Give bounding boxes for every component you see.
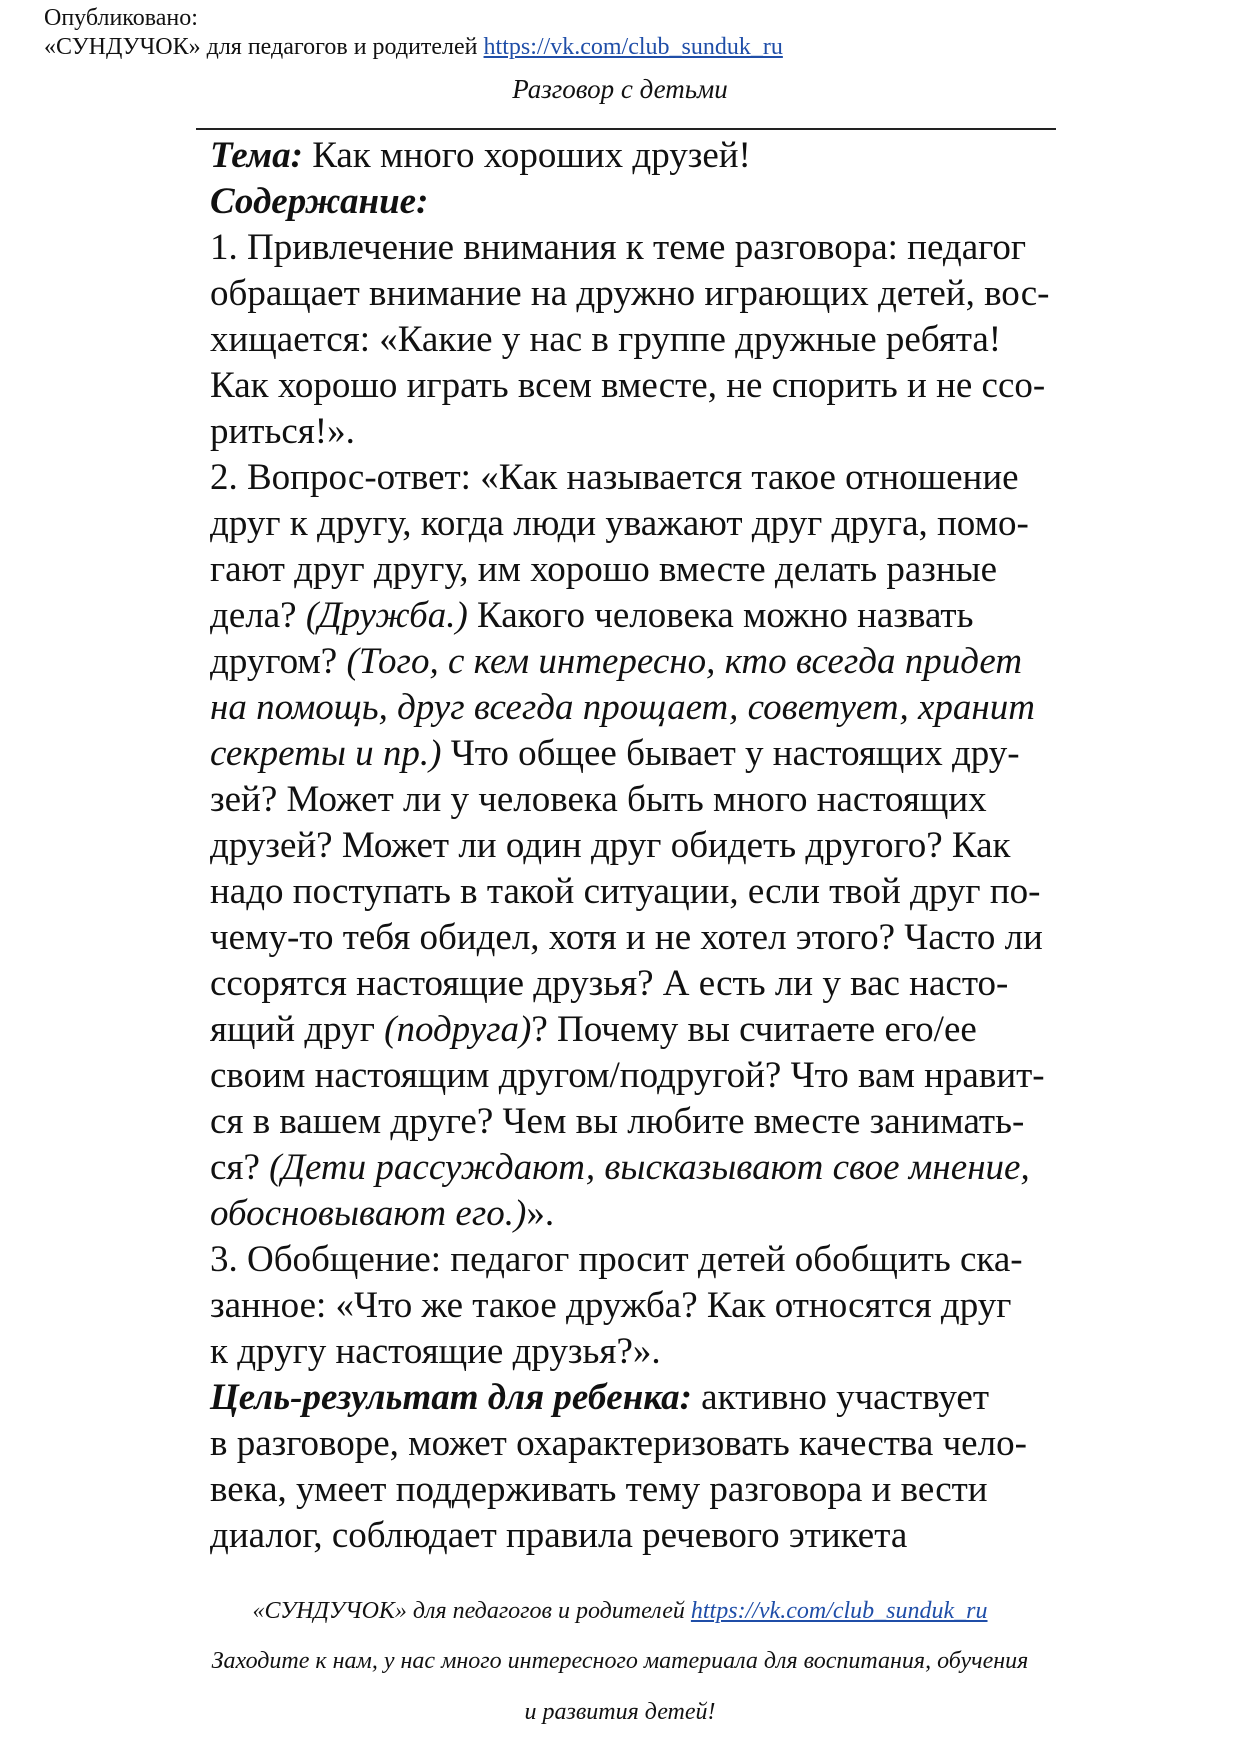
body-line	[210, 593, 1070, 639]
body-line: риться!».	[210, 411, 355, 452]
source-line	[44, 33, 783, 62]
body-italic: (Дети рассуждают, высказывают свое мнение,	[269, 1147, 1030, 1188]
body-italic: секреты и пр.)	[210, 733, 442, 774]
body-line: занное: «Что же такое дружба? Как относятся друг	[210, 1285, 1012, 1326]
body-text: Какого человека можно назвать	[477, 595, 974, 636]
body-line: друзей? Может ли один друг обидеть другого? Как	[210, 825, 1011, 866]
result-line: века, умеет поддерживать тему разговора и вести	[210, 1469, 988, 1510]
body-line: Как хорошо играть всем вместе, не спорить и не ссо-	[210, 365, 1046, 406]
body-text: ».	[526, 1193, 555, 1234]
body-line: обращает внимание на дружно играющих детей, вос-	[210, 273, 1050, 314]
body-italic: (Дружба.)	[305, 595, 468, 636]
content-label: Содержание:	[210, 181, 429, 222]
body-line: к другу настоящие друзья?».	[210, 1331, 661, 1372]
theme-label: Тема:	[210, 135, 303, 176]
body-text: дела?	[210, 595, 297, 636]
body-text: ящий друг	[210, 1009, 375, 1050]
source-text: «СУНДУЧОК» для педагогов и родителей	[44, 34, 478, 60]
body-line	[210, 1007, 1070, 1053]
footer-source-text: «СУНДУЧОК» для педагогов и родителей	[252, 1598, 685, 1624]
body-italic: обосновывают его.)	[210, 1193, 527, 1234]
body-line: надо поступать в такой ситуации, если твой друг по-	[210, 871, 1041, 912]
body-line: друг к другу, когда люди уважают друг друга, помо-	[210, 503, 1029, 544]
body-line: ся в вашем друге? Чем вы любите вместе занимать-	[210, 1101, 1025, 1142]
body-text: ? Почему вы считаете его/ее	[531, 1009, 977, 1050]
document-body	[210, 133, 1070, 1559]
publication-info	[44, 4, 783, 62]
footer-link[interactable]: https://vk.com/club_sunduk_ru	[690, 1598, 988, 1624]
body-line: чему-то тебя обидел, хотя и не хотел этого? Часто ли	[210, 917, 1043, 958]
running-title: Разговор с детьми	[512, 74, 728, 104]
body-line: ссорятся настоящие друзья? А есть ли у вас насто-	[210, 963, 1009, 1004]
result-label: Цель-результат для ребенка:	[210, 1377, 692, 1418]
body-line: 3. Обобщение: педагог просит детей обобщить ска-	[210, 1239, 1023, 1280]
body-text: Что общее бывает у настоящих дру-	[450, 733, 1020, 774]
body-italic: (подруга)	[384, 1009, 532, 1050]
body-line	[210, 639, 1070, 685]
theme-line	[210, 133, 1070, 179]
footer-invite-line2: и развития детей!	[524, 1699, 716, 1725]
footer-source	[0, 1598, 1240, 1625]
body-line: гают друг другу, им хорошо вместе делать разные	[210, 549, 997, 590]
theme-text: Как много хороших друзей!	[312, 135, 751, 176]
body-line	[210, 1191, 1070, 1237]
body-line: зей? Может ли у человека быть много настоящих	[210, 779, 987, 820]
body-line: своим настоящим другом/подругой? Что вам нравит-	[210, 1055, 1045, 1096]
result-text: активно участвует	[701, 1377, 990, 1418]
body-italic: (Того, с кем интересно, кто всегда придет	[346, 641, 1023, 682]
body-text: другом?	[210, 641, 338, 682]
footer-invite-line1: Заходите к нам, у нас много интересного материала для воспитания, обучения	[211, 1648, 1029, 1674]
body-line: 1. Привлечение внимания к теме разговора: педагог	[210, 227, 1027, 268]
published-label: Опубликовано:	[44, 5, 198, 31]
body-line	[210, 1145, 1070, 1191]
result-line: диалог, соблюдает правила речевого этикета	[210, 1515, 908, 1556]
result-line	[210, 1375, 1070, 1421]
body-text: ся?	[210, 1147, 260, 1188]
source-link[interactable]: https://vk.com/club_sunduk_ru	[483, 34, 783, 60]
header-divider	[196, 128, 1056, 130]
body-line	[210, 731, 1070, 777]
body-line: на помощь, друг всегда прощает, советует, хранит	[210, 687, 1035, 728]
body-line: хищается: «Какие у нас в группе дружные ребята!	[210, 319, 1002, 360]
body-line: 2. Вопрос-ответ: «Как называется такое отношение	[210, 457, 1019, 498]
result-line: в разговоре, может охарактеризовать качества чело-	[210, 1423, 1027, 1464]
